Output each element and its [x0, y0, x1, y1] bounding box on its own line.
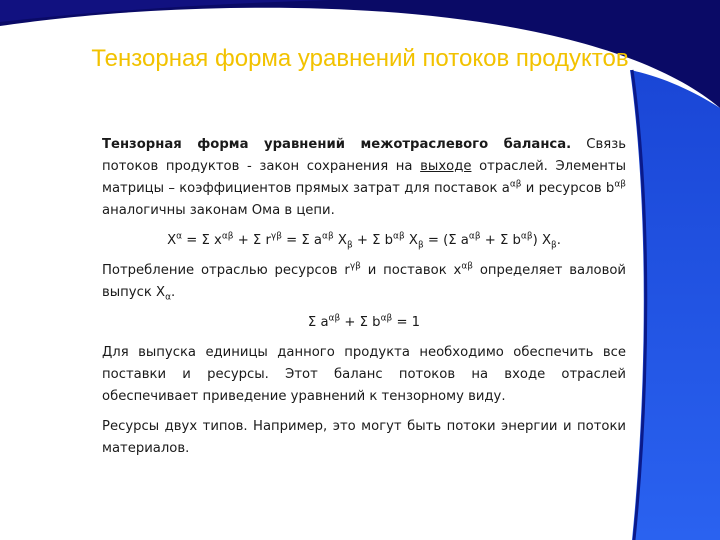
paragraph-resource-types: Ресурсы двух типов. Например, это могут быть потоки энергии и потоки материалов. — [102, 419, 626, 456]
bold-heading: Тензорная форма уравнений межотраслевого баланса. — [102, 137, 572, 152]
equation-balance: $X^\alpha = \Sigma$ $x^{\alpha\beta} + \Sigma$ $r^{\gamma\beta} = \Sigma$ $a^{\alpha\beta}$ $X_\beta + \Sigma$ $b^{\alpha\beta}$ $X_\beta = (\Sigma$ $a^{\alpha\beta} + \Sigma$ $b^{\alpha\beta}$) $X_\beta$. — [167, 231, 561, 251]
paragraph-unit-output: Для выпуска единицы данного продукта необходимо обеспечить все поставки и ресурсы. Этот баланс потоков на входе отраслей обеспечивает приведение уравнений к тензорному виду. — [102, 345, 626, 404]
slide-title: Тензорная форма уравнений потоков продуктов — [91, 45, 629, 72]
underlined-word: выходе — [420, 159, 472, 174]
paragraph-consumption: Потребление отраслью ресурсов $r^{\gamma\beta}$ и поставок $x^{\alpha\beta}$ определяет валовой выпуск $X_\alpha$. — [102, 261, 626, 303]
swoosh-right-band — [630, 70, 720, 540]
paragraph-balance: Тензорная форма уравнений межотраслевого баланса. Связь потоков продуктов - закон сохранения на выходе отраслей. Элементы матрицы – коэффициентов прямых затрат для поставок $a^{\alpha\beta}$ и ресурсов $b^{\alpha\beta}$ аналогичны законам Ома в цепи. — [102, 137, 626, 218]
slide-body — [102, 134, 626, 460]
equation-unit-sum: Σ $a^{\alpha\beta} + \Sigma$ $b^{\alpha\beta} = 1$ — [307, 313, 421, 330]
